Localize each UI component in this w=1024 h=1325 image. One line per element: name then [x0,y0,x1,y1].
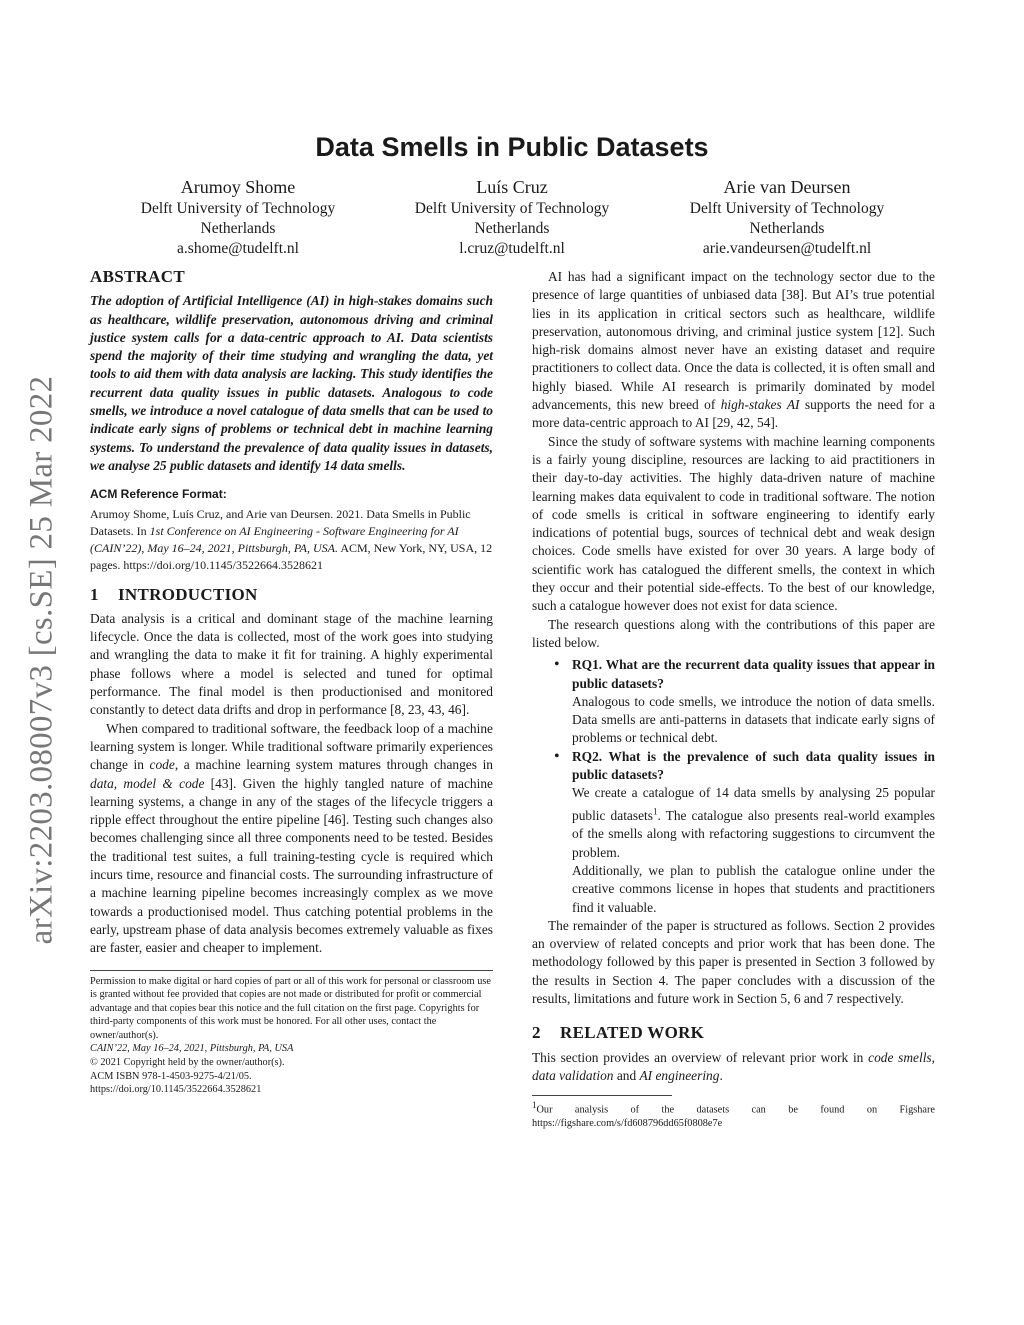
rq2-heading: • RQ2. What is the prevalence of such data quality issues in public datasets? [572,748,935,783]
author-block-3 [637,175,937,259]
related-work-heading: 2 RELATED WORK [532,1023,705,1043]
rq1-heading: • RQ1. What are the recurrent data quality issues that appear in public datasets? [572,657,935,691]
permission-isbn: ACM ISBN 978-1-4503-9275-4/21/05. [90,1070,252,1082]
research-questions-list [532,656,935,917]
permission-venue: CAIN’22, May 16–24, 2021, Pittsburgh, PA, USA [90,1043,294,1055]
list-item [554,748,935,917]
acm-reference-text: Arumoy Shome, Luís Cruz, and Arie van Deursen. 2021. Data Smells in Public Datasets. In 1st Conference on AI Engineering - Software Engineering for AI (CAIN’22), May 16–24, 2021, Pittsburgh, PA, USA. ACM, New York, NY, USA, 12 pages. https://doi.org/10.1145/3522664.3528621 [90,506,493,572]
rq2-body: We create a catalogue of 14 data smells by analysing 25 popular public datasets$^1$. The catalogue also presents real-world examples of the smells along with refactoring suggestions to circumvent the problem. [572,785,935,860]
author-email: a.shome@tudelft.nl [177,240,299,257]
acm-venue: 1st Conference on AI Engineering - Software Engineering for AI (CAIN’22), May 16–24, 2021, Pittsburgh, PA, USA. [90,523,459,555]
author-name: Arumoy Shome [180,177,296,197]
permission-text: Permission to make digital or hard copies of part or all of this work for personal or classroom use is granted without fee provided that copies are not made or distributed for profit or commercial advantage and that copies bear this notice and the full citation on the first page. Copyrights for third-party components of this work must be honored. For all other uses, contact the owner/author(s). [90,975,491,1041]
intro-paragraph-2: When compared to traditional software, the feedback loop of a machine learning system is longer. While traditional software primarily experiences change in code, a machine learning system matures through changes in data, model & code [43]. Given the highly tangled nature of machine learning systems, a change in any of the stages of the lifecycle triggers a ripple effect throughout the entire pipeline [46]. Testing such changes also becomes challenging since all three components need to be tested. Besides the traditional test suites, a full training-testing cycle is required which incurs time, resource and financial costs. The surrounding infrastructure of a machine learning pipeline becomes increasingly complex as we move towards a productionised model. Thus catching potential problems in the early, upstream phase of data analysis becomes extremely valuable as fixes are faster, easier and cheaper to implement. [90,720,493,956]
permission-block [90,975,493,1097]
rq1-body: Analogous to code smells, we introduce the notion of data smells. Data smells are anti-patterns in datasets that indicate early signs of problems or technical debt. [572,693,935,746]
right-paragraph-4: The remainder of the paper is structured as follows. Section 2 provides an overview of related concepts and prior work that has been done. The methodology followed by this paper is presented in Section 3 followed by the results in Section 4. The paper concludes with a discussion of the results, limitations and future work in Section 5, 6 and 7 respectively. [532,917,935,1007]
intro-heading: 1 INTRODUCTION [90,584,258,604]
author-name: Arie van Deursen [723,177,851,197]
author-email: l.cruz@tudelft.nl [459,240,565,257]
author-affiliation: Delft University of Technology [689,200,885,217]
author-country: Netherlands [749,220,825,237]
rq2-body-2: Additionally, we plan to publish the catalogue online under the creative commons license in hopes that students and practitioners find it valuable. [572,862,935,915]
author-affiliation: Delft University of Technology [140,200,336,217]
left-column [90,268,493,1097]
list-item [554,656,935,747]
permission-copyright: © 2021 Copyright held by the owner/author(s). [90,1057,285,1069]
arxiv-sidebar-stamp [12,350,72,970]
author-affiliation: Delft University of Technology [414,200,610,217]
author-country: Netherlands [200,220,276,237]
footnote: $^1$Our analysis of the datasets can be found on Figshare https://figshare.com/s/fd608796dd65f0808e7e [532,1100,935,1130]
author-name: Luís Cruz [476,177,548,197]
paper-title: Data Smells in Public Datasets [315,132,709,162]
permission-rule [90,970,493,971]
right-paragraph-3: The research questions along with the contributions of this paper are listed below. [532,616,935,650]
intro-paragraph-1: Data analysis is a critical and dominant stage of the machine learning lifecycle. Once the data is collected, most of the work goes into studying and wrangling the data to make it fit for training. A highly experimental phase follows where a model is selected and tuned for optimal performance. The final model is then productionised and monitored constantly to detect data drifts and drop in performance [8, 23, 43, 46]. [90,610,493,718]
acm-reference-heading: ACM Reference Format: [90,487,227,502]
related-work-paragraph: This section provides an overview of relevant prior work in code smells, data validation and AI engineering. [532,1049,935,1083]
footnote-rule [532,1095,672,1096]
author-email: arie.vandeursen@tudelft.nl [702,240,872,257]
permission-doi: https://doi.org/10.1145/3522664.3528621 [90,1084,262,1096]
author-country: Netherlands [474,220,550,237]
author-block-2 [362,175,662,259]
abstract-text: The adoption of Artificial Intelligence (AI) in high-stakes domains such as healthcare, wildlife preservation, autonomous driving and criminal justice system calls for a data-centric approach to AI. Data scientists spend the majority of their time studying and wrangling the data, yet tools to aid them with data analysis are lacking. This study identifies the recurrent data quality issues in public datasets. Analogous to code smells, we introduce a novel catalogue of data smells that can be used to indicate early signs of problems or technical debt in machine learning systems. To understand the prevalence of data quality issues in datasets, we analyse 25 public datasets and identify 14 data smells. [90,293,493,473]
footnote-marker: 1 [652,806,658,817]
right-column [532,268,935,1131]
right-paragraph-1: AI has had a significant impact on the technology sector due to the presence of large quantities of unbiased data [38]. But AI’s true potential lies in its application in critical sectors such as healthcare, wildlife preservation, autonomous driving, and criminal justice system [12]. Such high-risk domains almost never have an existing dataset and require practitioners to collect data. Once the data is collected, it is often small and highly biased. While AI research is primarily dominated by model advancements, this new breed of high-stakes AI supports the need for a more data-centric approach to AI [29, 42, 54]. [532,269,935,431]
arxiv-id: arXiv:2203.08007v3 [cs.SE] 25 Mar 2022 [23,375,60,945]
author-block-1 [88,175,388,259]
right-paragraph-2: Since the study of software systems with machine learning components is a fairly young discipline, resources are lacking to aid practitioners in their day-to-day activities. The highly data-driven nature of machine learning makes data equivalent to code in traditional software. The notion of code smells is critical in software engineering to identify early indications of potential bugs, sources of technical debt and weak design choices. Code smells have existed for over 30 years. A large body of scientific work has catalogued the different smells, the context in which they occur and their potential side-effects. To the best of our knowledge, such a catalogue however does not exist for data science. [532,433,935,614]
abstract-heading: ABSTRACT [90,267,185,286]
